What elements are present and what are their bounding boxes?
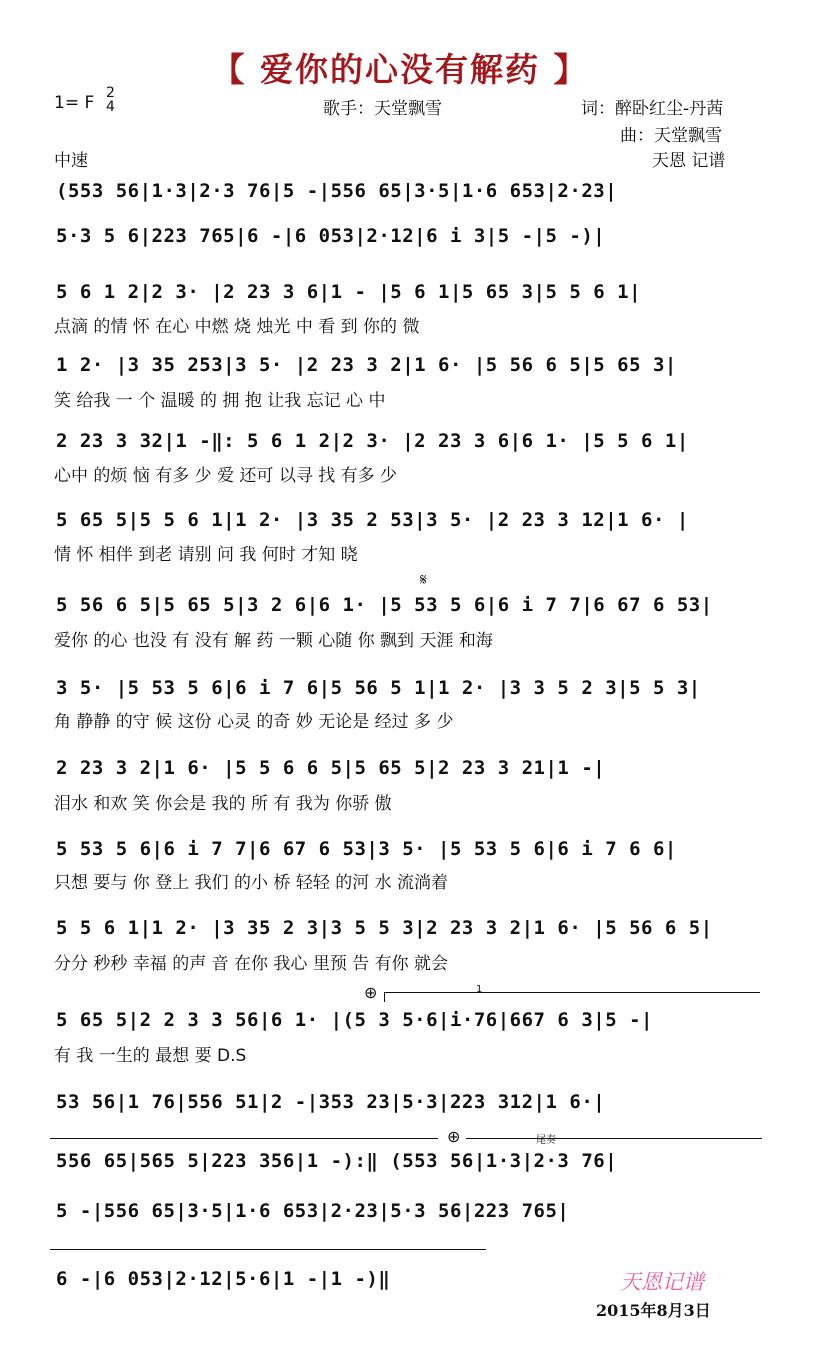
coda-label: 尾奏 bbox=[536, 1135, 556, 1146]
notation-row-2: 5·3 5 6|223 765|6 -|6 053|2·12|6 i 3|5 -|5 -)| bbox=[56, 225, 606, 247]
volta-bracket bbox=[384, 992, 760, 993]
lyric-row-7: 爱你 的心 也没 有 没有 解 药 一颗 心随 你 飘到 天涯 和海 bbox=[54, 631, 493, 651]
notation-row-8: 3 5· |5 53 5 6|6 i 7 6|5 56 5 1|1 2· |3 3 5 2 3|5 5 3| bbox=[56, 677, 701, 699]
notation-row-7: 5 56 6 5|5 65 5|3 2 6|6 1· |5 53 5 6|6 i 7 7|6 67 6 53| bbox=[56, 594, 713, 616]
key-signature: 1= F bbox=[54, 93, 95, 113]
singer-credit: 歌手：天堂飘雪 bbox=[323, 99, 442, 119]
lyric-row-8: 角 静静 的守 候 这份 心灵 的奇 妙 无论是 经过 多 少 bbox=[54, 712, 454, 732]
notation-row-5: 2 23 3 32|1 -‖: 5 6 1 2|2 3· |2 23 3 6|6 1· |5 5 6 1| bbox=[56, 430, 689, 452]
ending-bracket bbox=[50, 1249, 486, 1250]
notation-row-4: 1 2· |3 35 253|3 5· |2 23 3 2|1 6· |5 56 6 5|5 65 3| bbox=[56, 354, 677, 376]
notation-row-16: 6 -|6 053|2·12|5·6|1 -|1 -)‖ bbox=[56, 1268, 391, 1290]
repeat-bracket bbox=[50, 1138, 438, 1139]
lyric-row-11: 分分 秒秒 幸福 的声 音 在你 我心 里预 告 有你 就会 bbox=[54, 954, 449, 974]
time-signature bbox=[106, 86, 115, 114]
lyric-row-12: 有 我 一生的 最想 要 D.S bbox=[54, 1046, 247, 1066]
watermark: 天恩记谱 bbox=[620, 1270, 704, 1294]
date-stamp: 2015年8月3日 bbox=[596, 1301, 711, 1320]
volta-bracket-start bbox=[384, 992, 385, 1002]
coda-sign-2: ⊕ bbox=[447, 1127, 461, 1146]
lyric-row-4: 笑 给我 一 个 温暖 的 拥 抱 让我 忘记 心 中 bbox=[54, 391, 386, 411]
coda-sign: ⊕ bbox=[364, 983, 378, 1002]
lyric-row-5: 心中 的烦 恼 有多 少 爱 还可 以寻 找 有多 少 bbox=[54, 466, 398, 486]
notation-row-10: 5 53 5 6|6 i 7 7|6 67 6 53|3 5· |5 53 5 6|6 i 7 6 6| bbox=[56, 838, 677, 860]
coda-bracket bbox=[466, 1138, 762, 1139]
transcriber-credit: 天恩 记谱 bbox=[652, 151, 726, 171]
notation-row-6: 5 65 5|5 5 6 1|1 2· |3 35 2 53|3 5· |2 23 3 12|1 6· | bbox=[56, 509, 689, 531]
composer-credit: 曲：天堂飘雪 bbox=[620, 126, 722, 146]
song-title: 【 爱你的心没有解药 】 bbox=[211, 50, 589, 89]
time-sig-bottom: 4 bbox=[106, 99, 115, 115]
notation-row-9: 2 23 3 2|1 6· |5 5 6 6 5|5 65 5|2 23 3 21|1 -| bbox=[56, 757, 606, 779]
segno-sign: 𝄋 bbox=[420, 570, 427, 589]
notation-row-12: 5 65 5|2 2 3 3 56|6 1· |(5 3 5·6|i·76|667 6 3|5 -| bbox=[56, 1009, 653, 1031]
lyric-row-6: 情 怀 相伴 到老 请别 问 我 何时 才知 晓 bbox=[54, 545, 358, 565]
lyric-row-3: 点滴 的情 怀 在心 中燃 烧 烛光 中 看 到 你的 微 bbox=[54, 317, 420, 337]
lyric-row-10: 只想 要与 你 登上 我们 的小 桥 轻轻 的河 水 流淌着 bbox=[54, 873, 449, 893]
lyricist-credit: 词：醉卧红尘-丹茜 bbox=[581, 99, 724, 119]
notation-row-1: (553 56|1·3|2·3 76|5 -|556 65|3·5|1·6 653|2·23| bbox=[56, 180, 618, 202]
notation-row-13: 53 56|1 76|556 51|2 -|353 23|5·3|223 312|1 6·| bbox=[56, 1091, 606, 1113]
tempo-marking: 中速 bbox=[54, 151, 88, 171]
notation-row-15: 5 -|556 65|3·5|1·6 653|2·23|5·3 56|223 765| bbox=[56, 1200, 570, 1222]
notation-row-3: 5 6 1 2|2 3· |2 23 3 6|1 - |5 6 1|5 65 3|5 5 6 1| bbox=[56, 281, 642, 303]
notation-row-11: 5 5 6 1|1 2· |3 35 2 3|3 5 5 3|2 23 3 2|1 6· |5 56 6 5| bbox=[56, 917, 713, 939]
volta-number: 1 bbox=[476, 984, 483, 995]
lyric-row-9: 泪水 和欢 笑 你会是 我的 所 有 我为 你骄 傲 bbox=[54, 794, 392, 814]
time-sig-top: 2 bbox=[106, 85, 115, 101]
notation-row-14: 556 65|565 5|223 356|1 -):‖ (553 56|1·3|2·3 76| bbox=[56, 1150, 618, 1172]
